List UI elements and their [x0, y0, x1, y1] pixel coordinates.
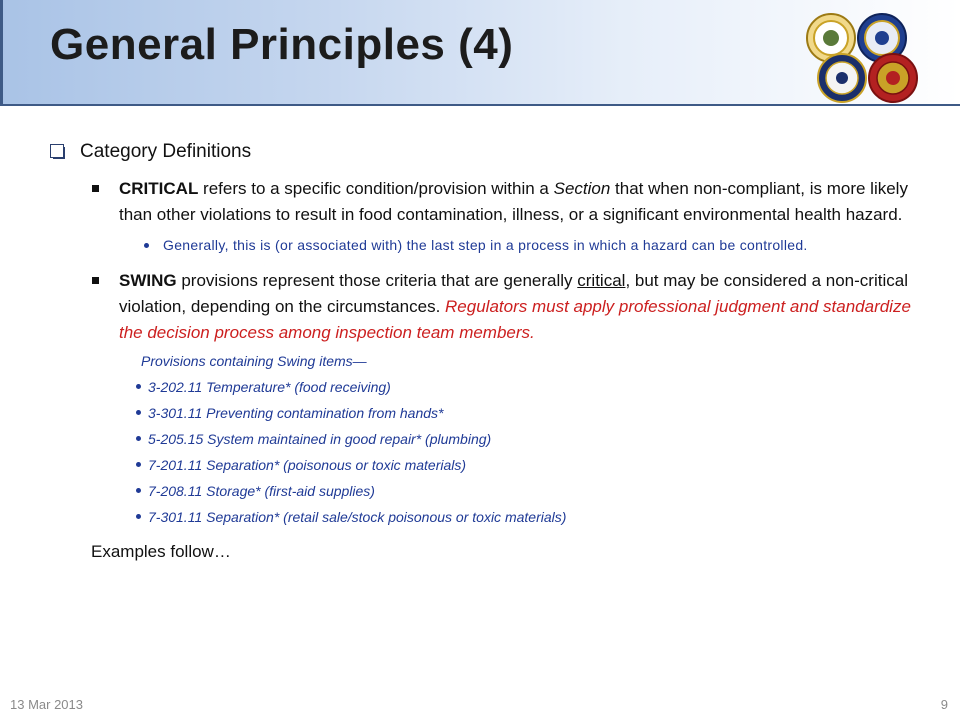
swing-item-text: 5-205.15 System maintained in good repair* (plumbing) — [148, 431, 492, 447]
swing-item-text: 7-208.11 Storage* (first-aid supplies) — [148, 483, 375, 499]
header-accent-rule — [0, 0, 3, 104]
list-item — [50, 504, 920, 530]
list-item — [50, 400, 920, 426]
round-bullet-icon — [136, 488, 141, 493]
critical-text-before: refers to a specific condition/provision within a — [198, 179, 554, 198]
swing-text-after: , but may be considered a non-critical violation, depending on the circumstances. — [119, 271, 908, 316]
examples-follow-text: Examples follow… — [91, 542, 231, 561]
critical-text-after: that when non-compliant, is more likely than other violations to result in food contamination, illness, or a significant environmental health hazard. — [119, 179, 908, 224]
round-bullet-icon — [136, 514, 141, 519]
seals-graphic — [805, 12, 920, 104]
critical-term: CRITICAL — [119, 179, 199, 198]
title-bar — [0, 0, 960, 106]
list-item — [50, 374, 920, 400]
square-bullet-icon — [92, 277, 99, 284]
swing-item-text: 7-301.11 Separation* (retail sale/stock poisonous or toxic materials) — [148, 509, 567, 525]
list-item — [50, 426, 920, 452]
regulator-guidance: Regulators must apply professional judgment and standardize the decision process among inspection team members. — [119, 297, 911, 342]
navy-seal-icon — [818, 54, 866, 102]
swing-item-text: 3-301.11 Preventing contamination from hands* — [148, 405, 444, 421]
round-bullet-icon — [136, 436, 141, 441]
page-number: 9 — [940, 697, 948, 712]
square-bullet-icon — [92, 185, 99, 192]
list-item — [50, 452, 920, 478]
critical-sub-bullet — [50, 234, 920, 256]
round-bullet-icon — [136, 384, 141, 389]
swing-list-heading: Provisions containing Swing items— — [141, 353, 367, 369]
military-seals-logo — [805, 12, 920, 104]
slide-title: General Principles (4) — [50, 20, 514, 69]
slide-body — [50, 140, 920, 564]
round-bullet-icon — [136, 462, 141, 467]
underlined-critical: critical — [577, 271, 626, 290]
round-bullet-icon — [136, 410, 141, 415]
list-item — [50, 478, 920, 504]
marine-corps-seal-icon — [869, 54, 917, 102]
category-definitions-heading — [50, 140, 920, 164]
swing-items-list — [50, 374, 920, 530]
footer-date: 13 Mar 2013 — [10, 697, 83, 712]
swing-item-text: 7-201.11 Separation* (poisonous or toxic materials) — [148, 457, 467, 473]
swing-definition — [50, 268, 920, 346]
heading-text: Category Definitions — [80, 141, 252, 162]
section-word: Section — [553, 179, 611, 198]
swing-item-text: 3-202.11 Temperature* (food receiving) — [148, 379, 391, 395]
checkbox-bullet-icon — [50, 144, 65, 159]
critical-definition — [50, 176, 920, 228]
round-bullet-icon — [144, 243, 149, 248]
critical-sub-bullet-text: Generally, this is (or associated with) the last step in a process in which a hazard can be controlled. — [163, 237, 808, 253]
swing-term: SWING — [119, 271, 177, 290]
swing-text-before: provisions represent those criteria that are generally — [176, 271, 578, 290]
